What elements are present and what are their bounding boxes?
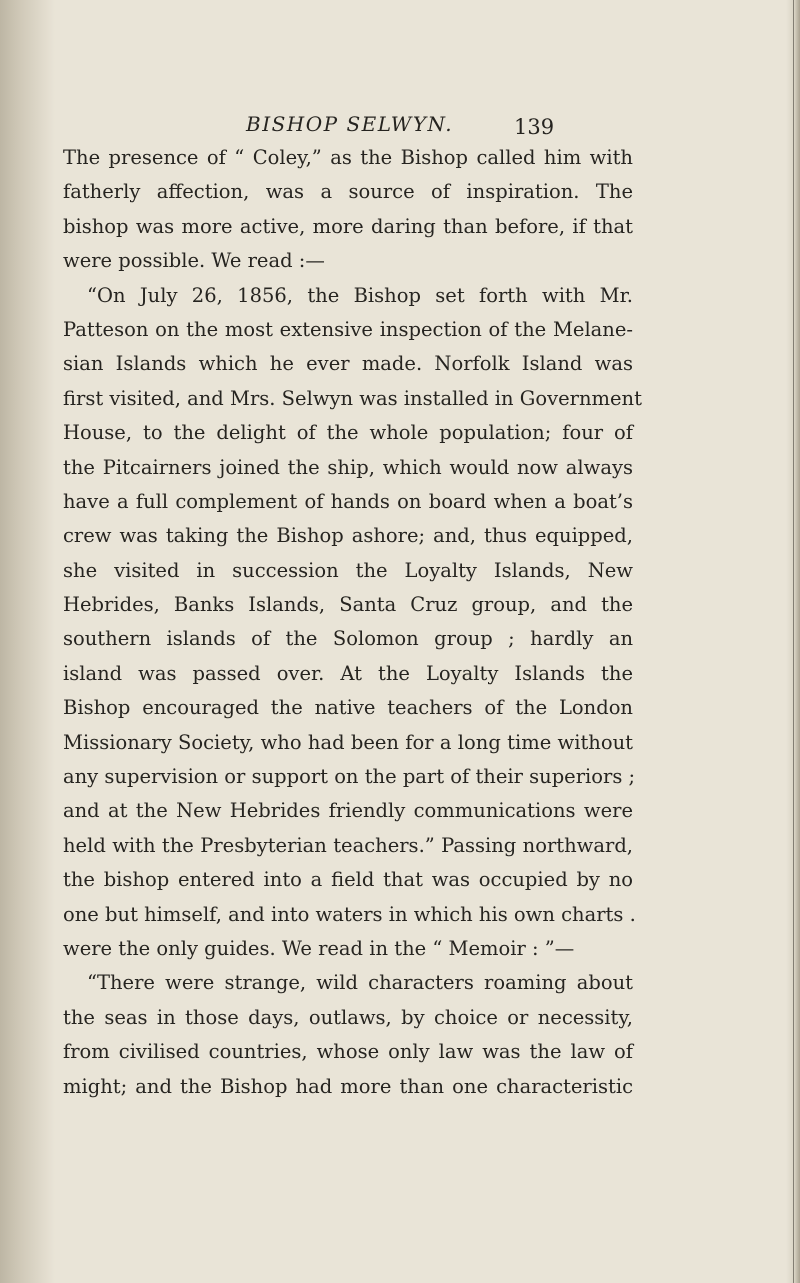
text-line: might; and the Bishop had more than one characteristic — [63, 1074, 633, 1098]
text-line: were the only guides. We read in the “ Memoir : ”— — [63, 936, 575, 960]
text-line: have a full complement of hands on board when a boat’s — [63, 489, 633, 513]
text-line: crew was taking the Bishop ashore; and, thus equipped, — [63, 524, 633, 548]
text-line: the seas in those days, outlaws, by choice or necessity, — [63, 1005, 633, 1029]
text-line: held with the Presbyterian teachers.” Passing northward, — [63, 833, 633, 857]
text-line: Missionary Society, who had been for a long time without — [63, 730, 633, 754]
page-header — [0, 108, 800, 140]
text-line: island was passed over. At the Loyalty Islands the — [63, 661, 633, 685]
text-line: “There were strange, wild characters roaming about — [87, 971, 633, 995]
text-line: and at the New Hebrides friendly communications were — [63, 799, 633, 823]
text-line: Patteson on the most extensive inspection of the Melane- — [63, 317, 633, 341]
text-line: House, to the delight of the whole population; four of — [63, 421, 633, 445]
text-line: Hebrides, Banks Islands, Santa Cruz group, and the — [63, 593, 633, 617]
text-line: from civilised countries, whose only law was the law of — [63, 1040, 633, 1064]
text-line: sian Islands which he ever made. Norfolk Island was — [63, 352, 633, 376]
text-line: The presence of “ Coley,” as the Bishop called him with — [63, 146, 633, 169]
body-text — [63, 141, 642, 1104]
text-line: she visited in succession the Loyalty Islands, New — [63, 558, 633, 582]
text-line: “On July 26, 1856, the Bishop set forth with Mr. — [87, 283, 633, 307]
text-line: one but himself, and into waters in which his own charts . — [63, 902, 636, 926]
binding-shadow — [0, 0, 55, 1283]
text-line: the bishop entered into a field that was occupied by no — [63, 868, 633, 892]
running-title: BISHOP SELWYN. — [246, 112, 454, 136]
text-line: southern islands of the Solomon group ; hardly an — [63, 627, 633, 651]
text-line: first visited, and Mrs. Selwyn was installed in Government — [63, 386, 642, 410]
text-line: Bishop encouraged the native teachers of the London — [63, 696, 633, 720]
text-line: the Pitcairners joined the ship, which would now always — [63, 455, 633, 479]
page-number: 139 — [514, 115, 555, 139]
text-line: any supervision or support on the part of their superiors ; — [63, 765, 636, 789]
text-line: were possible. We read :— — [63, 249, 325, 273]
page-edge-line — [793, 0, 794, 1283]
text-line: fatherly affection, was a source of inspiration. The — [63, 180, 633, 204]
text-line: bishop was more active, more daring than before, if that — [63, 214, 633, 238]
